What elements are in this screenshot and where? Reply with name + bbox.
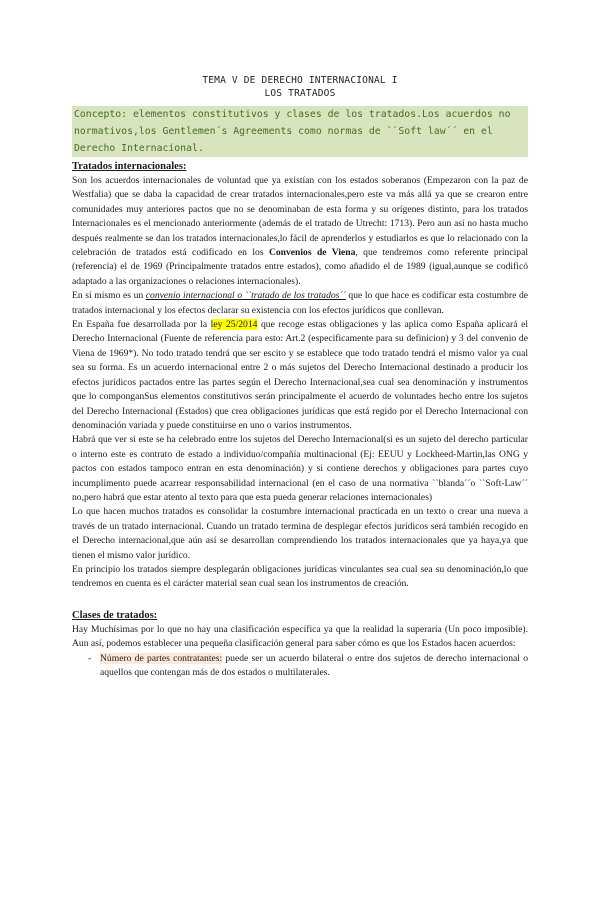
- concept-banner: Concepto: elementos constitutivos y clases de los tratados.Los acuerdos no normativos,los Gentlemen´s Agreements como normas de ``Soft law´´ en el Derecho Internacional.: [72, 106, 528, 157]
- document-subtitle: LOS TRATADOS: [264, 88, 336, 99]
- list-item: [90, 652, 528, 681]
- partes-highlight: Número de partes contratantes:: [100, 652, 223, 664]
- section-heading-tratados: Tratados internacionales:: [72, 161, 187, 172]
- paragraph-intro-text: Son los acuerdos internacionales de voluntad que ya existían con los estados soberanos (Empezaron con la paz de Westfalia) que se daba la capacidad de crear tratados internacionales,pero este va más allá ya que se crearon entre comunidades muy anteriores pactos que no se denominaban de esta forma y su orígenes distinto, para los tratados Internacionales es el mencionado anteriormente (además de el tratado de Utrecht: 1713). Pero aun así no hasta mucho después realmente se dan los tratados internacionales,lo fácil de aprenderlos y estudiarlos es que lo relacionado con la celebración de tratados está codificado en los: [72, 175, 528, 259]
- paragraph-espana-text: En España fue desarrollada por la: [72, 319, 211, 331]
- bullet-dash: -: [88, 652, 92, 664]
- paragraph-espana: [72, 318, 528, 433]
- paragraph-clases: Hay Muchísimas por lo que no hay una clasificación específica ya que la realidad la superaría (Un poco imposible). Aun así, podemos establecer una pequeña clasificación general para saber cómo es que los Estados hacen acuerdos:: [72, 623, 528, 650]
- paragraph-intro: [72, 174, 528, 289]
- paragraph-principio: En principio los tratados siempre desplegarán obligaciones jurídicas vinculantes sea cual sea su denominación,lo que tendremos en cuenta es el carácter material sean cual sean los instrumentos de creación.: [72, 563, 528, 590]
- document-title: TEMA V DE DERECHO INTERNACIONAL I: [202, 75, 398, 86]
- convenios-viena-term: Convenios de Viena: [268, 247, 356, 259]
- paragraph-intro-text-2: , que tendremos como referente principal (referencia) el de 1969 (Principalmente tratados entre estados), como añadido el de 1989 (igual,aunque se codificó adaptado a las organizaciones o relaciones internacionales).: [72, 247, 528, 287]
- spacer: [72, 592, 528, 606]
- document-page: [0, 74, 600, 922]
- ley-highlight: ley 25/2014: [210, 319, 258, 331]
- section-heading-clases: Clases de tratados:: [72, 609, 158, 621]
- convenio-term: convenio internacional o ``tratado de los tratados´´: [145, 290, 346, 302]
- paragraph-sujetos: Habrá que ver si este se ha celebrado entre los sujetos del Derecho Internacional(si es un sujeto del derecho particular o interno este es contrato de estado a individuo/compañía multinacional (Ej: EEUU y Lockheed-Martin,las ONG y pactos con estados tampoco entran en esta denominación) y si contiene derechos y obligaciones para partes cuyo incumplimento puede acarrear responsabilidad internacional (en el caso de una normativa ``blanda´´o ``Soft-Law´´ no,pero habrá que estar atento al texto para que esta pueda generar relaciones internacionales): [72, 434, 528, 503]
- list-item-text: puede ser un acuerdo bilateral o entre dos sujetos de derecho internacional o aquellos que contengan más de dos estados o multilaterales.: [100, 652, 528, 678]
- paragraph-convenio: [72, 289, 528, 318]
- paragraph-costumbre: Lo que hacen muchos tratados es consolidar la costumbre internacional practicada en un texto o crear una nueva a través de un tratado internacional. Cuando un tratado termina de desplegar efectos jurídicos será también recogido en el Derecho internacional,que aún así se desarrollan comprendiendo los tratados internacionales que ya haya,ya que tienen el mismo valor jurídico.: [72, 506, 528, 561]
- paragraph-convenio-text: En sí mismo es un: [72, 290, 146, 302]
- paragraph-convenio-text-2: que lo que hace es codificar esta costumbre de tratados internacional y los efectos declarar su existencia con los efectos jurídicos que conllevan.: [72, 290, 528, 316]
- paragraph-espana-text-2: que recoge estas obligaciones y las aplica como España aplicará el Derecho Internacional (Fuente de referencia para esto: Art.2 (especificamente para su definicion) y 3 del convenio de Viena de 1969*). No todo tratado tendrá que ser escito y se establece que todo tratado tendrá el mismo valor ya cual sea su forma. Es un acuerdo internacional entre 2 o más sujetos del Derecho Internacional destinado a producir los efectos jurídicos pactados entre las partes según el Derecho Internacional,sea cual sea denominación y instrumentos que lo componganSus elementos constitutivos serán principalmente el acuerdo de voluntades hecho entre los sujetos del Derecho Internacional (Estados) que crea obligaciones jurídicas que está regido por el Derecho Internacional con denominación variada y puede constituirse en uno o varios instrumentos.: [72, 319, 528, 431]
- classification-list: [72, 652, 528, 681]
